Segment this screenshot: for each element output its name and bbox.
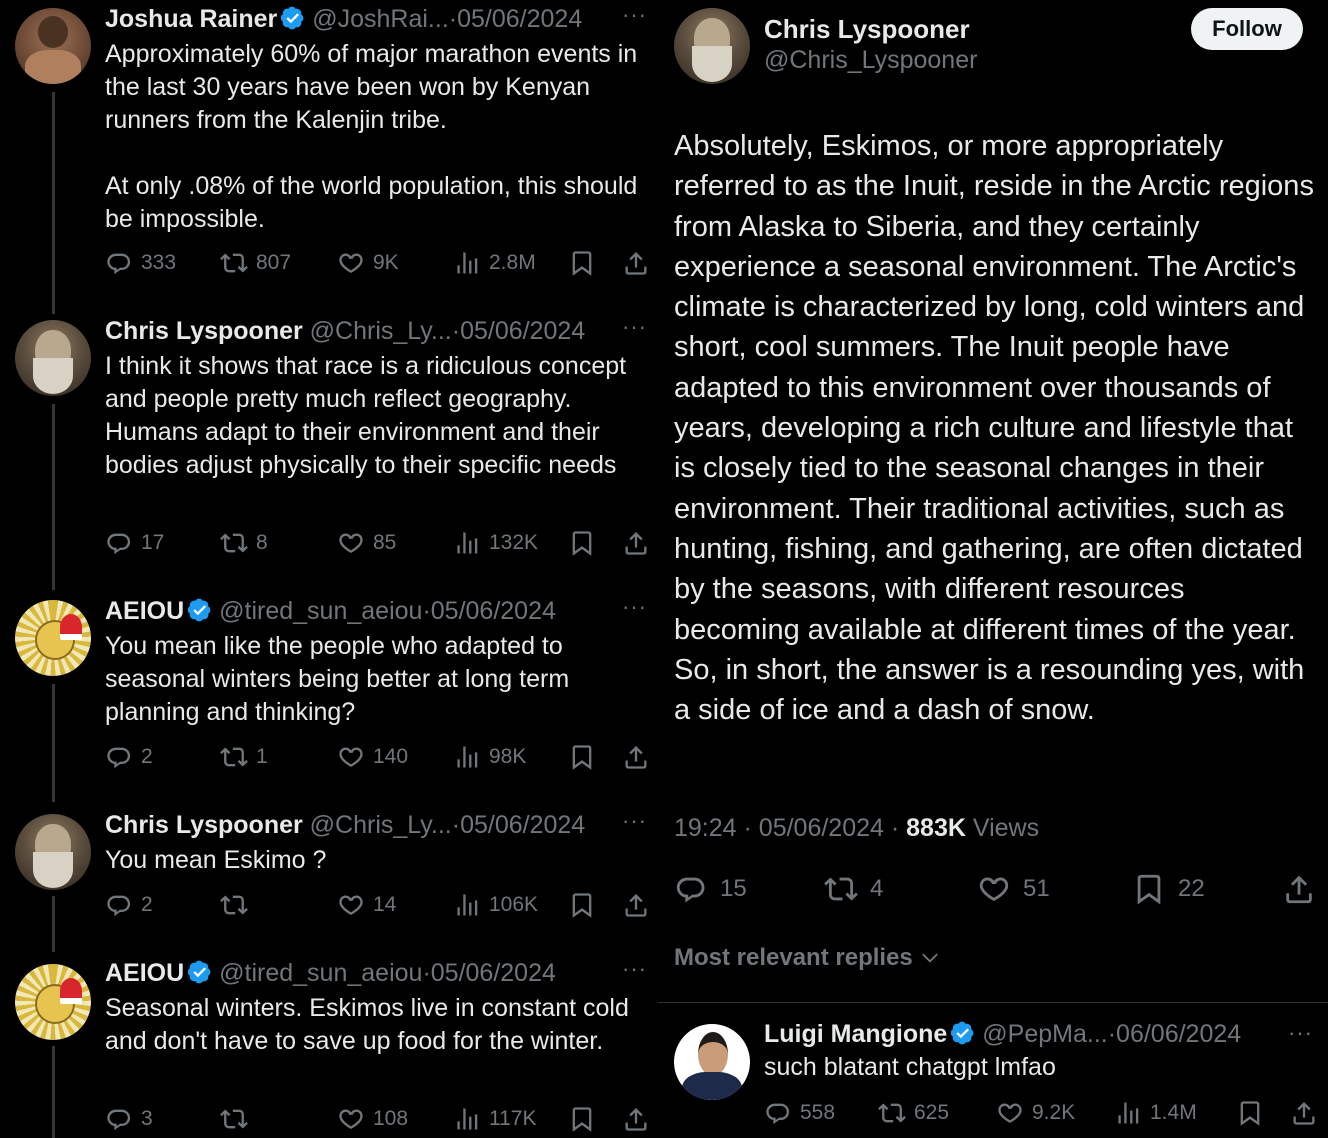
share-button[interactable] bbox=[1282, 870, 1316, 908]
reply-button[interactable] bbox=[105, 528, 164, 558]
views-button[interactable] bbox=[453, 528, 538, 558]
bookmark-button[interactable] bbox=[1236, 1098, 1264, 1128]
share-icon bbox=[622, 1105, 650, 1133]
repost-count: 4 bbox=[870, 875, 884, 902]
share-button[interactable] bbox=[622, 248, 650, 278]
avatar[interactable] bbox=[15, 320, 91, 396]
repost-button[interactable] bbox=[220, 742, 268, 772]
separator: · bbox=[743, 814, 752, 842]
tweet-header bbox=[105, 316, 585, 346]
share-button[interactable] bbox=[1290, 1098, 1318, 1128]
share-button[interactable] bbox=[622, 1104, 650, 1134]
more-options-icon[interactable]: ··· bbox=[622, 956, 647, 981]
reply-icon bbox=[764, 1099, 792, 1127]
like-button[interactable] bbox=[337, 1104, 408, 1134]
author-name[interactable]: Chris Lyspooner bbox=[105, 317, 303, 345]
reply-button[interactable] bbox=[105, 1104, 153, 1134]
tweet-date[interactable]: 05/06/2024 bbox=[758, 814, 884, 842]
like-count: 108 bbox=[373, 1107, 409, 1130]
reply-icon bbox=[105, 891, 133, 919]
like-icon bbox=[337, 891, 365, 919]
author-name[interactable]: Chris Lyspooner bbox=[764, 14, 970, 44]
separator: · bbox=[422, 959, 431, 987]
separator: · bbox=[1107, 1020, 1117, 1048]
verified-badge-icon bbox=[281, 6, 305, 30]
views-button[interactable] bbox=[453, 890, 538, 920]
reply-count: 3 bbox=[141, 1107, 153, 1130]
reply-count: 15 bbox=[720, 875, 747, 902]
avatar[interactable] bbox=[674, 8, 750, 84]
more-options-icon[interactable]: ··· bbox=[622, 808, 647, 833]
tweet-actions bbox=[105, 890, 650, 920]
like-icon bbox=[337, 529, 365, 557]
views-icon bbox=[453, 529, 481, 557]
verified-badge-icon bbox=[951, 1021, 975, 1045]
tweet-actions bbox=[674, 870, 1319, 908]
repost-icon bbox=[220, 249, 248, 277]
reply-icon bbox=[105, 249, 133, 277]
share-icon bbox=[622, 743, 650, 771]
follow-button[interactable]: Follow bbox=[1191, 8, 1303, 50]
reply-button[interactable] bbox=[105, 890, 153, 920]
reply-count: 558 bbox=[800, 1101, 836, 1124]
like-button[interactable] bbox=[977, 870, 1050, 908]
bookmark-icon bbox=[568, 891, 596, 919]
avatar[interactable] bbox=[15, 814, 91, 890]
author-name[interactable]: AEIOU bbox=[105, 959, 185, 987]
tweet-text: Approximately 60% of major marathon events in the last 30 years have been won by Kenyan runners from the Kalenjin tribe. At only .08% of the world population, this should be impossible. bbox=[105, 40, 638, 233]
thread-line bbox=[52, 684, 55, 802]
reply-icon bbox=[674, 872, 708, 906]
repost-icon bbox=[824, 872, 858, 906]
repost-icon bbox=[220, 1105, 248, 1133]
bookmark-icon bbox=[568, 529, 596, 557]
divider bbox=[658, 1002, 1328, 1003]
bookmark-icon bbox=[568, 249, 596, 277]
tweet-text: Absolutely, Eskimos, or more appropriately referred to as the Inuit, reside in the Arctic regions from Alaska to Siberia, and they certainly experience a seasonal environment. The Arctic's climate is characterized by long, cold winters and short, cool summers. The Inuit people have adapted to this environment over thousands of years, developing a rich culture and lifestyle that is closely tied to the seasonal changes in their environment. Their traditional activities, such as hunting, fishing, and gathering, are often dictated by the seasons, with different resources becoming available at different times of the year. So, in short, the answer is a resounding yes, with a side of ice and a dash of snow. bbox=[674, 130, 1314, 727]
thread-line bbox=[52, 1046, 55, 1138]
tweet-actions bbox=[105, 528, 650, 558]
views-button[interactable] bbox=[453, 1104, 537, 1134]
focused-tweet-column bbox=[658, 0, 1328, 1138]
chevron-down-icon bbox=[919, 947, 941, 969]
thread-line bbox=[52, 896, 55, 952]
reply-button[interactable] bbox=[105, 248, 176, 278]
thread-column bbox=[0, 0, 658, 1138]
repost-button[interactable] bbox=[878, 1098, 949, 1128]
replies-sort-label: Most relevant replies bbox=[674, 944, 913, 971]
author-handle[interactable]: @Chris_Ly... bbox=[309, 317, 452, 345]
tweet-header bbox=[105, 958, 556, 988]
tweet-date[interactable]: 06/06/2024 bbox=[1116, 1020, 1242, 1048]
views-label: Views bbox=[972, 814, 1040, 842]
share-button[interactable] bbox=[622, 890, 650, 920]
tweet-date[interactable]: 05/06/2024 bbox=[460, 811, 586, 839]
like-icon bbox=[337, 1105, 365, 1133]
avatar[interactable] bbox=[15, 600, 91, 676]
repost-icon bbox=[878, 1099, 906, 1127]
bookmark-icon bbox=[568, 1105, 596, 1133]
views-count: 98K bbox=[489, 745, 527, 768]
separator: · bbox=[422, 597, 431, 625]
repost-button[interactable] bbox=[220, 248, 291, 278]
author-name[interactable]: AEIOU bbox=[105, 597, 185, 625]
avatar[interactable] bbox=[674, 1024, 750, 1100]
author-handle[interactable]: @JoshRai... bbox=[312, 5, 449, 33]
share-button[interactable] bbox=[622, 528, 650, 558]
tweet-meta bbox=[674, 814, 1039, 843]
like-count: 140 bbox=[373, 745, 409, 768]
repost-button[interactable] bbox=[824, 870, 883, 908]
tweet-text: such blatant chatgpt lmfao bbox=[764, 1053, 1056, 1081]
like-button[interactable] bbox=[996, 1098, 1075, 1128]
views-count: 2.8M bbox=[489, 251, 536, 274]
bookmark-button[interactable] bbox=[1132, 870, 1205, 908]
like-icon bbox=[337, 743, 365, 771]
bookmark-button[interactable] bbox=[568, 528, 596, 558]
share-button[interactable] bbox=[622, 742, 650, 772]
tweet-date[interactable]: 05/06/2024 bbox=[430, 597, 556, 625]
replies-sort-dropdown[interactable] bbox=[674, 944, 941, 972]
author-handle[interactable]: @tired_sun_aeiou bbox=[219, 959, 423, 987]
tweet-date[interactable]: 05/06/2024 bbox=[430, 959, 556, 987]
like-button[interactable] bbox=[337, 890, 396, 920]
share-icon bbox=[622, 891, 650, 919]
tweet-header bbox=[105, 596, 556, 626]
tweet-header bbox=[764, 1018, 1241, 1050]
thread-line bbox=[52, 404, 55, 590]
views-button[interactable] bbox=[453, 742, 526, 772]
author-handle[interactable]: @PepMa... bbox=[982, 1020, 1108, 1048]
views-button[interactable] bbox=[453, 248, 536, 278]
bookmark-button[interactable] bbox=[568, 890, 596, 920]
author-handle[interactable]: @Chris_Ly... bbox=[309, 811, 452, 839]
views-count: 1.4M bbox=[1150, 1101, 1197, 1124]
views-icon bbox=[453, 1105, 481, 1133]
like-button[interactable] bbox=[337, 248, 399, 278]
reply-button[interactable] bbox=[105, 742, 153, 772]
verified-badge-icon bbox=[188, 960, 212, 984]
tweet-header bbox=[105, 4, 582, 34]
bookmark-icon bbox=[1236, 1099, 1264, 1127]
tweet-text: I think it shows that race is a ridiculous concept and people pretty much reflect geography. Humans adapt to their environment and their bodies adjust physically to their specific needs bbox=[105, 352, 627, 479]
like-icon bbox=[996, 1099, 1024, 1127]
repost-icon bbox=[220, 891, 248, 919]
views-icon bbox=[1114, 1099, 1142, 1127]
reply-icon bbox=[105, 529, 133, 557]
like-icon bbox=[337, 249, 365, 277]
tweet-time[interactable]: 19:24 bbox=[674, 814, 737, 842]
more-options-icon[interactable]: ··· bbox=[1288, 1020, 1313, 1045]
views-count: 883K bbox=[906, 814, 966, 842]
like-count: 9K bbox=[373, 251, 399, 274]
more-options-icon[interactable]: ··· bbox=[622, 314, 647, 339]
separator: · bbox=[890, 814, 900, 842]
views-icon bbox=[453, 891, 481, 919]
views-button[interactable] bbox=[1114, 1098, 1197, 1128]
reply-icon bbox=[105, 1105, 133, 1133]
like-icon bbox=[977, 872, 1011, 906]
bookmark-count: 22 bbox=[1178, 875, 1205, 902]
views-count: 132K bbox=[489, 531, 539, 554]
reply-count: 2 bbox=[141, 893, 153, 916]
like-count: 85 bbox=[373, 531, 397, 554]
repost-button[interactable] bbox=[220, 528, 268, 558]
bookmark-icon bbox=[568, 743, 596, 771]
repost-button[interactable] bbox=[220, 890, 256, 920]
like-count: 9.2K bbox=[1032, 1101, 1076, 1124]
tweet-actions bbox=[105, 248, 650, 278]
repost-count: 625 bbox=[914, 1101, 950, 1124]
bookmark-button[interactable] bbox=[568, 742, 596, 772]
bookmark-button[interactable] bbox=[568, 248, 596, 278]
like-count: 14 bbox=[373, 893, 397, 916]
author-name[interactable]: Chris Lyspooner bbox=[105, 811, 303, 839]
reply-count: 333 bbox=[141, 251, 177, 274]
more-options-icon[interactable]: ··· bbox=[622, 594, 647, 619]
reply-button[interactable] bbox=[764, 1098, 835, 1128]
share-icon bbox=[622, 529, 650, 557]
avatar[interactable] bbox=[15, 964, 91, 1040]
reply-icon bbox=[105, 743, 133, 771]
bookmark-icon bbox=[1132, 872, 1166, 906]
tweet-header bbox=[105, 810, 585, 840]
tweet-actions bbox=[764, 1098, 1304, 1130]
tweet-actions bbox=[105, 1104, 650, 1134]
tweet-text: You mean Eskimo ? bbox=[105, 846, 327, 874]
avatar[interactable] bbox=[15, 8, 91, 84]
separator: · bbox=[448, 5, 458, 33]
verified-badge-icon bbox=[188, 598, 212, 622]
more-options-icon[interactable]: ··· bbox=[622, 2, 647, 27]
views-count: 117K bbox=[489, 1107, 537, 1130]
share-icon bbox=[1290, 1099, 1318, 1127]
author-name[interactable]: Luigi Mangione bbox=[764, 1020, 948, 1048]
tweet-date[interactable]: 05/06/2024 bbox=[457, 5, 583, 33]
repost-count: 1 bbox=[256, 745, 268, 768]
reply-button[interactable] bbox=[674, 870, 747, 908]
bookmark-button[interactable] bbox=[568, 1104, 596, 1134]
thread-line bbox=[52, 92, 55, 314]
like-count: 51 bbox=[1023, 875, 1050, 902]
reply-count: 2 bbox=[141, 745, 153, 768]
like-button[interactable] bbox=[337, 528, 396, 558]
repost-count: 807 bbox=[256, 251, 292, 274]
author-handle[interactable]: @Chris_Lyspooner bbox=[764, 46, 978, 74]
repost-icon bbox=[220, 529, 248, 557]
share-icon bbox=[1282, 872, 1316, 906]
share-icon bbox=[622, 249, 650, 277]
repost-icon bbox=[220, 743, 248, 771]
separator: · bbox=[451, 317, 461, 345]
views-count: 106K bbox=[489, 893, 539, 916]
tweet-text: You mean like the people who adapted to seasonal winters being better at long term planning and thinking? bbox=[105, 632, 577, 726]
separator: · bbox=[451, 811, 461, 839]
tweet-date[interactable]: 05/06/2024 bbox=[460, 317, 586, 345]
author-handle[interactable]: @tired_sun_aeiou bbox=[219, 597, 423, 625]
tweet-actions bbox=[105, 742, 650, 772]
like-button[interactable] bbox=[337, 742, 408, 772]
views-icon bbox=[453, 249, 481, 277]
author-name[interactable]: Joshua Rainer bbox=[105, 5, 278, 33]
reply-count: 17 bbox=[141, 531, 165, 554]
views-icon bbox=[453, 743, 481, 771]
repost-button[interactable] bbox=[220, 1104, 256, 1134]
repost-count: 8 bbox=[256, 531, 268, 554]
tweet-text: Seasonal winters. Eskimos live in constant cold and don't have to save up food for the winter. bbox=[105, 994, 636, 1055]
